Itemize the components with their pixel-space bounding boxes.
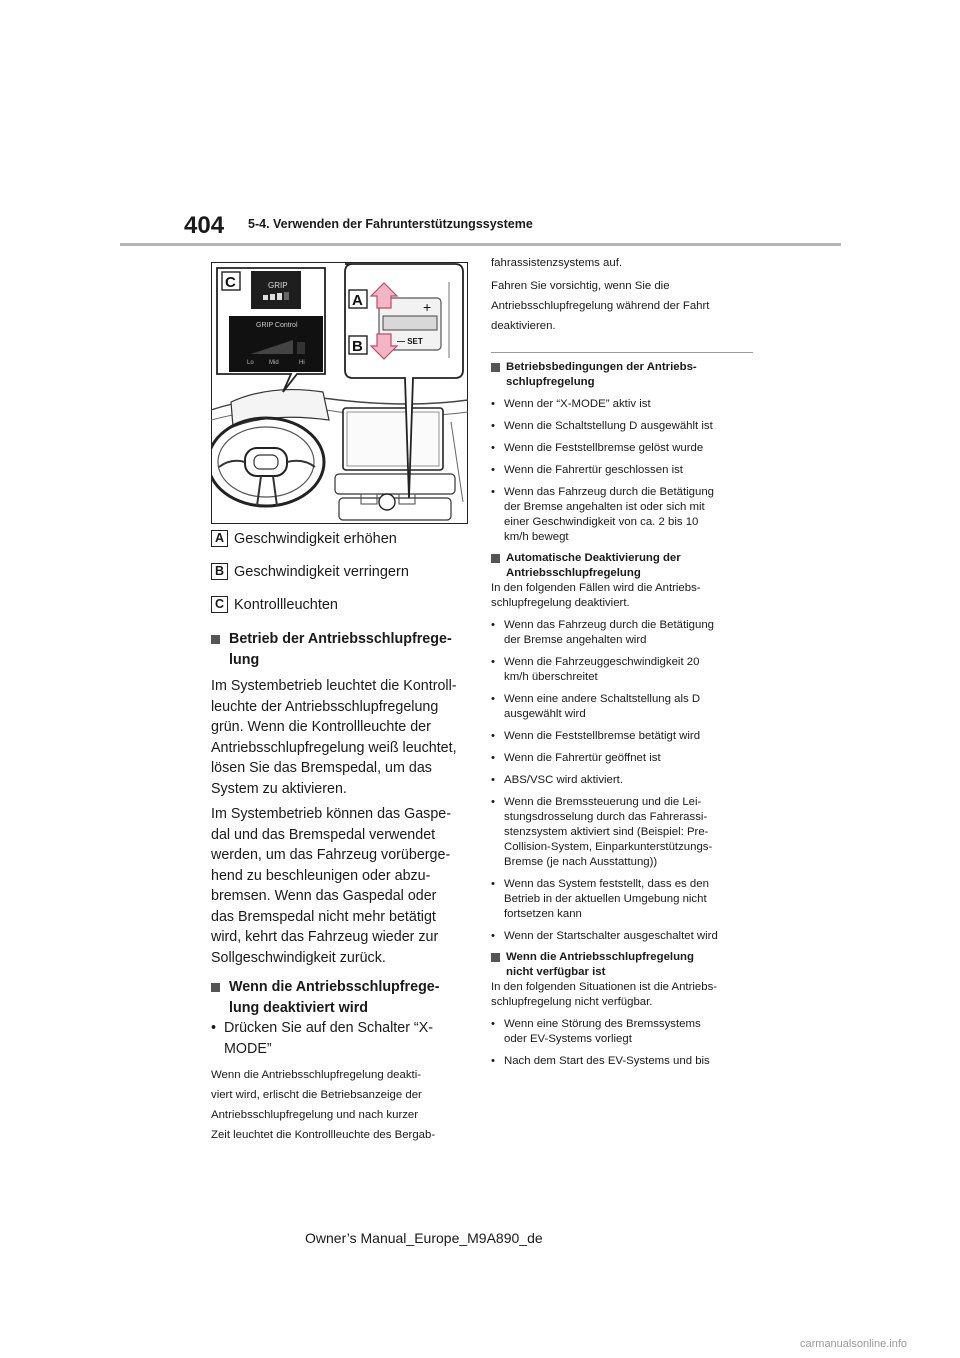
legend-key-b: B (211, 563, 228, 580)
section-title: 5-4. Verwenden der Fahrunterstützungssysteme (248, 217, 533, 231)
list-item (491, 485, 753, 545)
list-item (491, 1017, 753, 1047)
list-item-text: Wenn die Fahrertür geschlossen ist (504, 464, 683, 476)
switch-plus-label: + (423, 299, 432, 315)
list-item-text: Wenn die Schaltstellung D ausgewählt ist (504, 420, 713, 432)
bullet-icon: • (491, 420, 495, 432)
bullet-icon: • (491, 398, 495, 410)
list-item-text: Wenn das Fahrzeug durch die Betätigung der Bremse angehalten ist oder sich mit einer Geschwindigkeit von ca. 2 bis 10 km/h bewegt (504, 486, 715, 543)
list-item (491, 463, 753, 478)
heading-nicht-verfuegbar-text: Wenn die Antriebsschlupfregelung nicht verfügbar ist (506, 951, 694, 978)
heading-betrieb (211, 629, 473, 670)
page-number: 404 (184, 212, 225, 239)
bullet-icon: • (491, 930, 495, 942)
list-item (491, 397, 753, 412)
list-item (491, 419, 753, 434)
legend-item-a (211, 530, 473, 547)
heading-square-icon (491, 363, 500, 372)
figure-label-b: B (352, 338, 363, 355)
bullet-icon: • (491, 774, 495, 786)
list-item-text: Drücken Sie auf den Schalter “X- MODE” (224, 1020, 433, 1057)
bullet-icon: • (491, 442, 495, 454)
heading-square-icon (211, 983, 220, 992)
list-item (491, 618, 753, 648)
heading-square-icon (491, 554, 500, 563)
heading-square-icon (491, 953, 500, 962)
bullet-icon: • (491, 464, 495, 476)
list-item (491, 773, 753, 788)
list-item-text: Wenn eine Störung des Bremssystems oder EV-Systems vorliegt (504, 1018, 701, 1045)
list-item-text: ABS/VSC wird aktiviert. (504, 774, 624, 786)
right-column (491, 253, 753, 1069)
header-rule (120, 243, 841, 246)
list-item (491, 795, 753, 870)
paragraph-systembetrieb-2: Im Systembetrieb können das Gaspe- dal und das Bremspedal verwendet werden, um das Fahrzeug vorüberge- hend zu beschleunigen oder abzu- bremsen. Wenn das Gaspedal oder das Bremspedal nicht mehr betätigt wird, kehrt das Fahrzeug wieder zur Sollgeschwindigkeit zurück. (211, 806, 451, 966)
list-item (491, 655, 753, 685)
list-item-text: Wenn die Bremssteuerung und die Lei- stungsdrosselung durch das Fahrerassi- stenzsystem aktiviert sind (Beispiel: Pre- Collision-System, Einparkunterstützungs- Bremse (je nach Ausstattung)) (504, 796, 713, 868)
bullet-icon: • (491, 1055, 495, 1067)
list-item (491, 692, 753, 722)
figure-label-c: C (225, 274, 236, 291)
dashboard-illustration (211, 262, 468, 524)
list-item-text: Wenn das System feststellt, dass es den Betrieb in der aktuellen Umgebung nicht fortsetzen kann (504, 878, 709, 920)
screen-grip-text: GRIP (268, 281, 288, 290)
list-item (491, 1054, 753, 1069)
bullet-icon: • (491, 752, 495, 764)
list-item (491, 729, 753, 744)
list-item-text: Nach dem Start des EV-Systems und bis (504, 1055, 710, 1067)
list-item (491, 929, 753, 944)
list-item (491, 441, 753, 456)
legend-item-c (211, 596, 473, 613)
legend-text-a: Geschwindigkeit erhöhen (234, 530, 397, 547)
note-deaktiviert: Wenn die Antriebsschlupfregelung deakti- viert wird, erlischt die Betriebsanzeige der Antriebsschlupfregelung und nach kurzer Zeit leuchtet die Kontrollleuchte des Bergab- (211, 1069, 436, 1141)
list-item (491, 877, 753, 922)
bullet-icon: • (491, 730, 495, 742)
divider (491, 352, 753, 353)
paragraph-deaktivierung: In den folgenden Fällen wird die Antriebs- schlupfregelung deaktiviert. (491, 582, 701, 609)
list-item-text: Wenn der Startschalter ausgeschaltet wird (504, 930, 718, 942)
screen-mid-label: Mid (269, 360, 279, 366)
heading-deaktiviert-text: Wenn die Antriebsschlupfrege- lung deaktiviert wird (229, 979, 440, 1016)
bullet-icon: • (211, 1020, 217, 1036)
bullet-icon: • (491, 656, 495, 668)
list-nicht-verfuegbar (491, 1017, 753, 1069)
bullet-icon: • (491, 486, 495, 498)
heading-automatische-deaktivierung-text: Automatische Deaktivierung der Antriebsschlupfregelung (506, 552, 681, 579)
screen-grip-control-text: GRIP Control (256, 322, 298, 329)
paragraph-nicht-verfuegbar: In den folgenden Situationen ist die Antriebs- schlupfregelung nicht verfügbar. (491, 981, 718, 1008)
list-item-text: Wenn eine andere Schaltstellung als D ausgewählt wird (504, 693, 701, 720)
legend-text-b: Geschwindigkeit verringern (234, 563, 409, 580)
legend-text-c: Kontrollleuchten (234, 596, 338, 613)
list-deaktivierung (491, 618, 753, 944)
screen-hi-label: Hi (299, 360, 305, 366)
figure-label-a: A (352, 292, 363, 309)
heading-deaktiviert (211, 977, 473, 1018)
list-item-text: Wenn die Fahrertür geöffnet ist (504, 752, 661, 764)
bullet-icon: • (491, 796, 495, 808)
legend-key-a: A (211, 530, 228, 547)
legend-item-b (211, 563, 473, 580)
paragraph-continuation: fahrassistenzsystems auf. (491, 257, 623, 269)
heading-square-icon (211, 635, 220, 644)
bullet-icon: • (491, 619, 495, 631)
list-item-text: Wenn die Feststellbremse betätigt wird (504, 730, 701, 742)
footer-manual-id: Owner’s Manual_Europe_M9A890_de (305, 1230, 543, 1246)
list-betriebsbedingungen (491, 397, 753, 545)
bullet-icon: • (491, 878, 495, 890)
list-item (211, 1018, 473, 1059)
list-item-text: Wenn der “X-MODE” aktiv ist (504, 398, 651, 410)
paragraph-systembetrieb-1: Im Systembetrieb leuchtet die Kontroll- leuchte der Antriebsschlupfregelung grün. Wenn die Kontrollleuchte der Antriebsschlupfregelung weiß leuchtet, lösen Sie das Bremspedal, um das System zu aktivieren. (211, 678, 457, 797)
bullet-icon: • (491, 693, 495, 705)
list-item-text: Wenn das Fahrzeug durch die Betätigung der Bremse angehalten wird (504, 619, 715, 646)
left-column (211, 530, 473, 1145)
list-item-text: Wenn die Feststellbremse gelöst wurde (504, 442, 704, 454)
heading-betriebsbedingungen-text: Betriebsbedingungen der Antriebs- schlupfregelung (506, 361, 697, 388)
watermark: carmanualsonline.info (800, 1338, 908, 1350)
switch-set-label: — SET (397, 337, 423, 346)
list-item (491, 751, 753, 766)
heading-nicht-verfuegbar (491, 950, 753, 980)
paragraph-caution: Fahren Sie vorsichtig, wenn Sie die Antriebsschlupfregelung während der Fahrt deaktivieren. (491, 280, 710, 332)
screen-lo-label: Lo (247, 360, 254, 366)
list-item-text: Wenn die Fahrzeuggeschwindigkeit 20 km/h überschreitet (504, 656, 700, 683)
heading-betrieb-text: Betrieb der Antriebsschlupfrege- lung (229, 631, 452, 668)
heading-automatische-deaktivierung (491, 551, 753, 581)
bullet-icon: • (491, 1018, 495, 1030)
legend-key-c: C (211, 596, 228, 613)
heading-betriebsbedingungen (491, 360, 753, 390)
